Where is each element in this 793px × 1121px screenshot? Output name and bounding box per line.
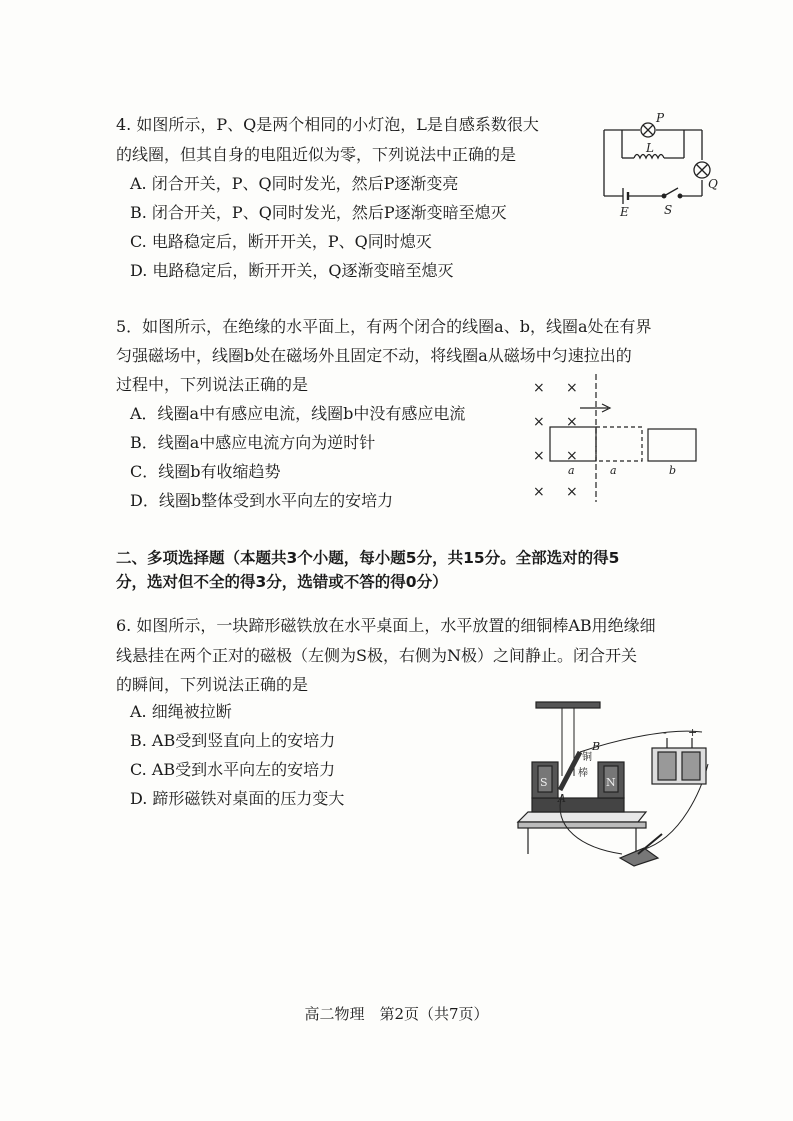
label-a-rod: A bbox=[558, 792, 566, 805]
q5-stem-line-3: 过程中，下列说法正确的是 bbox=[116, 375, 309, 394]
section2-title-line-1: 二、多项选择题（本题共3个小题，每小题5分，共15分。全部选对的得5 bbox=[116, 549, 620, 567]
section2-title-line-2: 分，选对但不全的得3分，选错或不答的得0分） bbox=[116, 573, 448, 591]
q4-option-b: B. 闭合开关，P、Q同时发光，然后P逐渐变暗至熄灭 bbox=[130, 203, 507, 222]
label-b-rod: B bbox=[592, 740, 601, 753]
label-minus: - bbox=[663, 726, 667, 739]
q6-option-c: C. AB受到水平向左的安培力 bbox=[130, 760, 336, 779]
svg-text:×: × bbox=[533, 484, 545, 500]
q4-option-c: C. 电路稳定后，断开开关，P、Q同时熄灭 bbox=[130, 232, 432, 251]
label-s: S bbox=[664, 203, 673, 217]
label-n-pole: N bbox=[606, 776, 616, 789]
label-e: E bbox=[620, 205, 629, 219]
svg-text:×: × bbox=[533, 380, 545, 396]
q6-option-d: D. 蹄形磁铁对桌面的压力变大 bbox=[130, 789, 345, 808]
label-rod-2: 棒 bbox=[578, 768, 588, 779]
label-p: P bbox=[656, 111, 665, 125]
q6-option-a: A. 细绳被拉断 bbox=[130, 702, 232, 721]
q5-stem-line-2: 匀强磁场中，线圈b处在磁场外且固定不动，将线圈a从磁场中匀速拉出的 bbox=[116, 346, 632, 365]
svg-text:×: × bbox=[533, 448, 545, 464]
label-q: Q bbox=[708, 177, 718, 191]
q6-apparatus-figure bbox=[512, 698, 732, 868]
q5-stem-line-1: 5．如图所示，在绝缘的水平面上，有两个闭合的线圈a、b，线圈a处在有界 bbox=[116, 317, 652, 336]
q5-option-b: B．线圈a中感应电流方向为逆时针 bbox=[130, 433, 376, 452]
label-plus: + bbox=[688, 726, 698, 739]
label-s-pole: S bbox=[540, 776, 548, 789]
q6-stem-line-2: 线悬挂在两个正对的磁极（左侧为S极，右侧为N极）之间静止。闭合开关 bbox=[116, 646, 637, 665]
label-a: a bbox=[610, 464, 617, 477]
label-rod-1: 铜 bbox=[582, 752, 592, 763]
svg-text:×: × bbox=[566, 484, 578, 500]
q4-option-d: D. 电路稳定后，断开开关，Q逐渐变暗至熄灭 bbox=[130, 261, 454, 280]
svg-text:×: × bbox=[566, 380, 578, 396]
q6-option-b: B. AB受到竖直向上的安培力 bbox=[130, 731, 336, 750]
q5-option-d: D．线圈b整体受到水平向左的安培力 bbox=[130, 491, 394, 510]
q5-option-a: A．线圈a中有感应电流，线圈b中没有感应电流 bbox=[130, 404, 466, 423]
q5-magnetic-field-figure bbox=[528, 372, 708, 504]
svg-text:×: × bbox=[566, 414, 578, 430]
label-a-small: a bbox=[568, 464, 575, 477]
q6-stem-line-1: 6. 如图所示，一块蹄形磁铁放在水平桌面上，水平放置的细铜棒AB用绝缘细 bbox=[116, 616, 656, 635]
svg-text:×: × bbox=[533, 414, 545, 430]
q4-circuit-figure bbox=[592, 108, 722, 220]
q4-stem-line-1: 4. 如图所示，P、Q是两个相同的小灯泡，L是自感系数很大 bbox=[116, 115, 539, 134]
svg-text:×: × bbox=[566, 448, 578, 464]
q4-stem-line-2: 的线圈，但其自身的电阻近似为零，下列说法中正确的是 bbox=[116, 145, 517, 164]
q4-option-a: A. 闭合开关，P、Q同时发光，然后P逐渐变亮 bbox=[130, 174, 459, 193]
q6-stem-line-3: 的瞬间，下列说法正确的是 bbox=[116, 675, 309, 694]
label-l: L bbox=[646, 141, 654, 155]
label-b: b bbox=[669, 464, 677, 477]
q5-option-c: C．线圈b有收缩趋势 bbox=[130, 462, 281, 481]
page-footer: 高二物理 第2页（共7页） bbox=[304, 1005, 489, 1023]
